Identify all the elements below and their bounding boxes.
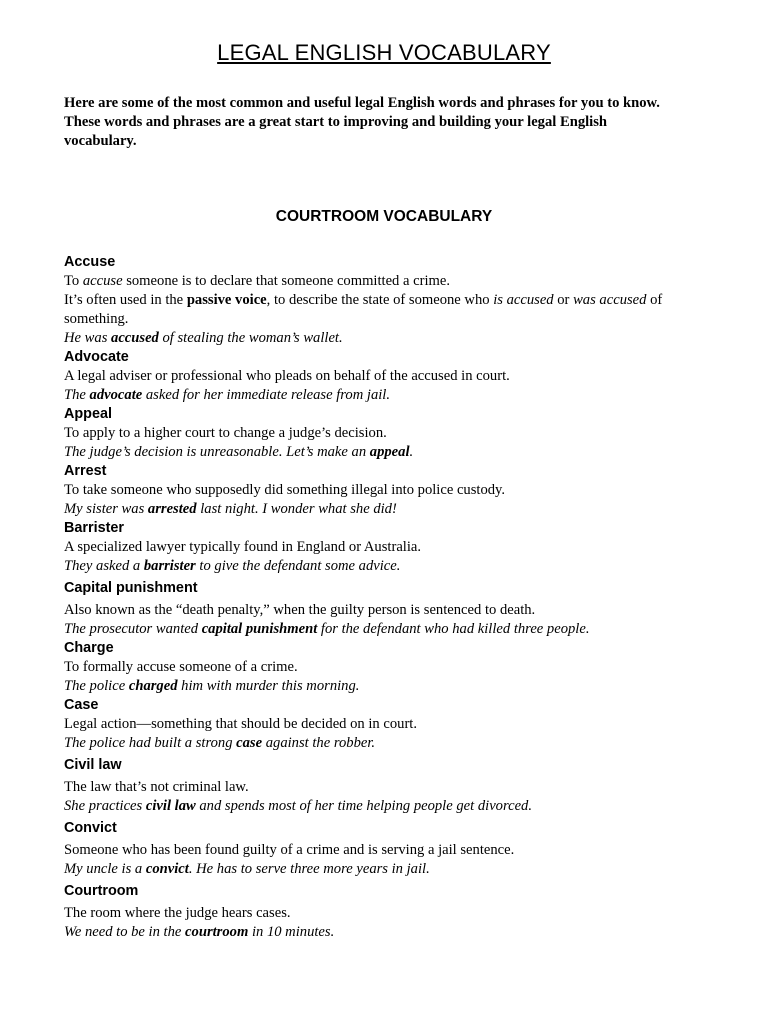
vocab-term: Case	[64, 697, 99, 713]
emphasis-bold: arrested	[147, 501, 197, 517]
text-run: and spends most of her time helping people get divorced.	[195, 798, 533, 814]
vocab-term: Capital punishment	[64, 580, 198, 596]
text-run: The prosecutor wanted	[64, 621, 202, 637]
text-run: of stealing the woman’s wallet.	[158, 330, 343, 346]
vocab-example	[64, 557, 714, 576]
text-run: The	[64, 387, 90, 403]
vocab-entry	[64, 348, 714, 405]
text-run: . He has to serve three more years in jail.	[188, 861, 430, 877]
text-run: Legal action—something that should be decided on in court.	[64, 716, 418, 732]
vocab-term: Accuse	[64, 254, 116, 270]
vocab-definition	[64, 904, 714, 923]
vocab-term: Advocate	[64, 349, 129, 365]
vocab-entry	[64, 756, 714, 816]
vocab-definition	[64, 715, 714, 734]
text-run: My sister was	[64, 501, 148, 517]
emphasis-bold: case	[236, 735, 263, 751]
intro-paragraph-1: Here are some of the most common and useful legal English words and phrases for you to know.	[64, 95, 660, 111]
vocab-example	[64, 329, 714, 348]
emphasis-bold: courtroom	[185, 924, 249, 940]
vocab-definition	[64, 481, 714, 500]
vocab-definition	[64, 601, 714, 620]
text-run: to give the defendant some advice.	[195, 558, 401, 574]
text-run: Also known as the “death penalty,” when the guilty person is sentenced to death.	[64, 602, 536, 618]
vocab-example	[64, 797, 714, 816]
vocab-definition	[64, 538, 714, 557]
vocab-example	[64, 620, 714, 639]
emphasis-bold: capital punishment	[201, 621, 318, 637]
text-run: The room where the judge hears cases.	[64, 905, 291, 921]
emphasis-bold: barrister	[143, 558, 196, 574]
vocab-term: Convict	[64, 820, 117, 836]
vocab-entry	[64, 405, 714, 462]
vocabulary-list	[64, 253, 714, 942]
vocab-entry	[64, 639, 714, 696]
emphasis-bold: charged	[128, 678, 178, 694]
emphasis-bold: passive voice	[186, 292, 267, 308]
text-run: asked for her immediate release from jail.	[142, 387, 391, 403]
vocab-example	[64, 500, 714, 519]
emphasis-bold: advocate	[89, 387, 143, 403]
vocab-definition	[64, 778, 714, 797]
text-run: or	[553, 292, 574, 308]
text-run: He was	[64, 330, 112, 346]
vocab-entry	[64, 696, 714, 753]
text-run: .	[409, 444, 414, 460]
emphasis-bold: convict	[145, 861, 189, 877]
text-run: The law that’s not criminal law.	[64, 779, 249, 795]
vocab-example	[64, 386, 714, 405]
emphasis-bold: appeal	[369, 444, 410, 460]
emphasis-italic: is accused	[493, 292, 554, 308]
text-run: My uncle is a	[64, 861, 146, 877]
text-run: The police	[64, 678, 129, 694]
emphasis-italic: was accused	[573, 292, 647, 308]
vocab-entry	[64, 819, 714, 879]
emphasis-bold: civil law	[145, 798, 196, 814]
vocab-example	[64, 443, 714, 462]
emphasis-italic: accuse	[82, 273, 123, 289]
vocab-entry	[64, 882, 714, 942]
vocab-term: Courtroom	[64, 883, 139, 899]
vocab-definition	[64, 841, 714, 860]
emphasis-bold: accused	[111, 330, 159, 346]
text-run: To take someone who supposedly did something illegal into police custody.	[64, 482, 506, 498]
text-run: We need to be in the	[64, 924, 186, 940]
section-title: COURTROOM VOCABULARY	[275, 208, 493, 225]
text-run: The police had built a strong	[64, 735, 237, 751]
text-run: against the robber.	[262, 735, 376, 751]
text-run: Someone who has been found guilty of a crime and is serving a jail sentence.	[64, 842, 515, 858]
text-run: A legal adviser or professional who pleads on behalf of the accused in court.	[64, 368, 510, 384]
vocab-example	[64, 677, 714, 696]
vocab-definition	[64, 658, 714, 677]
text-run: for the defendant who had killed three people.	[317, 621, 590, 637]
vocab-example	[64, 734, 714, 753]
text-run: They asked a	[64, 558, 144, 574]
text-run: To apply to a higher court to change a judge’s decision.	[64, 425, 387, 441]
vocab-term: Barrister	[64, 520, 124, 536]
vocab-entry	[64, 253, 714, 348]
text-run: of something.	[64, 292, 663, 327]
text-run: in 10 minutes.	[248, 924, 335, 940]
vocab-example	[64, 923, 714, 942]
text-run: last night. I wonder what she did!	[196, 501, 397, 517]
vocab-definition	[64, 367, 714, 386]
intro-block	[64, 94, 674, 151]
text-run: , to describe the state of someone who	[266, 292, 494, 308]
vocab-term: Charge	[64, 640, 114, 656]
text-run: To formally accuse someone of a crime.	[64, 659, 298, 675]
vocab-entry	[64, 579, 714, 639]
vocab-entry	[64, 519, 714, 576]
vocab-example	[64, 860, 714, 879]
vocab-definition	[64, 272, 714, 291]
vocab-definition	[64, 424, 714, 443]
vocab-entry	[64, 462, 714, 519]
text-run: A specialized lawyer typically found in England or Australia.	[64, 539, 422, 555]
vocab-term: Appeal	[64, 406, 112, 422]
text-run: someone is to declare that someone committed a crime.	[122, 273, 451, 289]
intro-paragraph-2: These words and phrases are a great start to improving and building your legal English vocabulary.	[64, 114, 608, 149]
text-run: The judge’s decision is unreasonable. Let’s make an	[64, 444, 370, 460]
text-run: It’s often used in the	[64, 292, 187, 308]
text-run: She practices	[64, 798, 146, 814]
page-title: LEGAL ENGLISH VOCABULARY	[217, 40, 551, 65]
vocab-term: Civil law	[64, 757, 122, 773]
vocab-term: Arrest	[64, 463, 107, 479]
text-run: To	[64, 273, 83, 289]
vocab-definition-note	[64, 291, 714, 329]
text-run: him with murder this morning.	[177, 678, 360, 694]
